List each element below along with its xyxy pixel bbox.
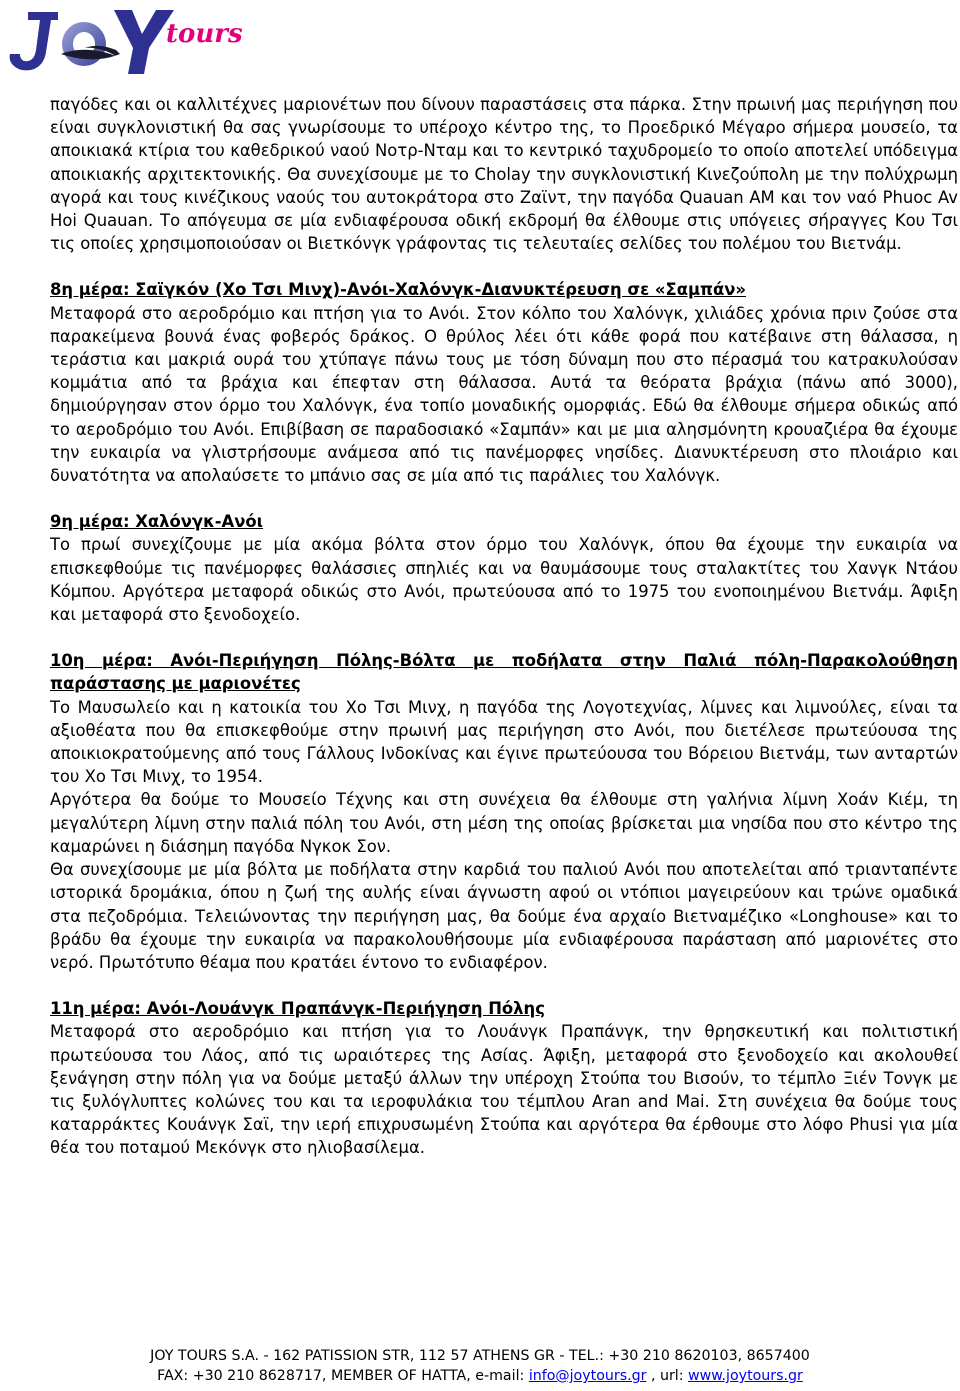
footer-address-line: JOY TOURS S.A. - 162 PATISSION STR, 112 57 ATHENS GR - TEL.: +30 210 8620103, 8657400 [150,1348,810,1364]
footer-contact-line [0,1366,960,1386]
day-10-paragraph-2: Αργότερα θα δούμε το Μουσείο Τέχνης και στη συνέχεια θα έλθουμε στη γαλήνια λίμνη Χοάν Κιέμ, τη μεγαλύτερη λίμνη στην παλιά πόλη του Ανόι, στη μέση της οποίας βρίσκεται μια νησίδα που στο κέντρο της καμαρώνει η διάσημη παγόδα Νγκοκ Σον. [50,790,958,856]
footer-fax-text: FAX: +30 210 8628717, MEMBER OF HATTA, e-mail: [157,1368,529,1384]
day-11-section [50,997,958,1159]
joytours-logo-icon [6,4,246,84]
intro-paragraph: παγόδες και οι καλλιτέχνες μαριονέτων που δίνουν παραστάσεις στα πάρκα. Στην πρωινή μας περιήγηση που είναι συγκλονιστική θα σας γνωρίσουμε το υπέροχο κέντρο της, το Προεδρικό Μέγαρο σήμερα μουσείο, τα αποικιακά κτίρια του καθεδρικού ναού Νοτρ-Νταμ και το κεντρικό ταχυδρομείο το οποίο αποτελεί υπόδειγμα αποικιακής αρχιτεκτονικής. Θα συνεχίσουμε με το Cholay την συγκλονιστική Κινεζούπολη με την πολύχρωμη αγορά και τους κινέζικους ναούς του αυτοκράτορα στο Ζαϊντ, την παγόδα Quauan AM και τον ναό Phuoc Av Hoi Quauan. Το απόγευμα σε μία ενδιαφέρουσα οδική εκδρομή θα έλθουμε στις υπόγειες σήραγγες Κου Τσι τις οποίες χρησιμοποιούσαν οι Βιετκόνγκ γράφοντας τις τελευταίες σελίδες του πολέμου του Βιετνάμ. [50,95,958,254]
svg-text:tours: tours [166,19,243,49]
day-9-paragraph: Το πρωί συνεχίζουμε με μία ακόμα βόλτα στον όρμο του Χαλόνγκ, όπου θα έχουμε την ευκαιρία να επισκεφθούμε τις πανέμορφες θαλάσσιες σπηλιές και να θαυμάσουμε τους σταλακτίτες του Χανγκ Ντάου Κόμπου. Αργότερα μεταφορά οδικώς στο Ανόι, πρωτεύουσα από το 1975 του ενοποιημένου Βιετνάμ. Άφιξη και μεταφορά στο ξενοδοχείο. [50,535,958,625]
day-10-section [50,649,958,974]
day-10-paragraph-3: Θα συνεχίσουμε με μία βόλτα με ποδήλατα στην καρδιά του παλιού Ανόι που αποτελείται από τριανταπέντε ιστορικά δρομάκια, όπου η ζωή της αυλής είναι άγνωστη αφού οι ντόπιοι μαγειρεύουν και τρώνε ομαδικά στα πεζοδρόμια. Τελειώνοντας την περιήγηση μας, θα δούμε ένα αρχαίο Βιετναμέζικο «Longhouse» και το βράδυ θα έχουμε την ευκαιρία να παρακολουθήσουμε μία ενδιαφέρουσα παράσταση από μαριονέτες στο νερό. Πρωτότυπο θέαμα που κρατάει έντονο το ενδιαφέρον. [50,860,958,972]
day-10-paragraph-1: Το Μαυσωλείο και η κατοικία του Χο Τσι Μινχ, η παγόδα της Λογοτεχνίας, λίμνες και λιμνούλες, είναι τα αξιοθέατα που θα επισκεφθούμε στην πρωινή μας περιήγηση στο Ανόι, που διετέλεσε πρωτεύουσα της αποικιοκρατούμενης από τους Γάλλους Ινδοκίνας και έγινε πρωτεύουσα του Βόρειου Βιετνάμ, των ανταρτών του Χο Τσι Μινχ, το 1954. [50,697,958,787]
day-11-paragraph: Μεταφορά στο αεροδρόμιο και πτήση για το Λουάνγκ Πραπάνγκ, την θρησκευτική και πολιτιστική πρωτεύουσα του Λάος, από τις ωραιότερες της Ασίας. Άφιξη, μεταφορά στο ξενοδοχείο και ακολουθεί ξενάγηση στην πόλη για να δούμε μεταξύ άλλων την υπέροχη Στούπα του Βισούν, το τέμπλο Ξιέν Τονγκ με τις ξυλόγλυπτες κολώνες του και τα ιεροφυλάκια του τέμπλου Aran and Mai. Στη συνέχεια θα δούμε τους καταρράκτες Κουάνγκ Σαϊ, την ιερή επιχρυσωμένη Στούπα και αργότερα θα έρθουμε στο λόφο Phusi για μία θέα του ποταμού Μεκόνγκ στο ηλιοβασίλεμα. [50,1022,958,1158]
footer-url-label: , url: [646,1368,689,1384]
day-9-heading: 9η μέρα: Χαλόνγκ-Ανόι [50,512,264,532]
footer-email-link[interactable]: info@joytours.gr [528,1368,647,1384]
day-8-section [50,278,958,487]
day-11-heading: 11η μέρα: Ανόι-Λουάνγκ Πραπάνγκ-Περιήγηση Πόλης [50,999,545,1019]
company-logo [6,4,246,84]
day-9-section [50,510,958,626]
day-8-heading: 8η μέρα: Σαϊγκόν (Χο Τσι Μινχ)-Ανόι-Χαλόνγκ-Διανυκτέρευση σε «Σαμπάν» [50,280,747,300]
footer-website-link[interactable]: www.joytours.gr [688,1368,803,1384]
document-body [50,93,958,1160]
page-footer [0,1346,960,1386]
day-10-heading: 10η μέρα: Ανόι-Περιήγηση Πόλης-Βόλτα με ποδήλατα στην Παλιά πόλη-Παρακολούθηση παράστασης με μαριονέτες [50,651,958,694]
day-8-paragraph: Μεταφορά στο αεροδρόμιο και πτήση για το Ανόι. Στον κόλπο του Χαλόνγκ, χιλιάδες χρόνια πριν ζούσε στα παρακείμενα βουνά ένας φοβερός δράκος. Ο θρύλος λέει ότι κάθε φορά που κατέβαινε στη θάλασσα, η τεράστια και μακριά ουρά του χτύπαγε πάνω τους με τόση δύναμη που στο πέρασμά του κατρακυλούσαν κομμάτια από τα βράχια και έπεφταν στη θάλασσα. Αυτά τα θεόρατα βράχια (πάνω από 3000), δημιούργησαν στον όρμο του Χαλόνγκ, ένα τοπίο μοναδικής ομορφιάς. Εδώ θα έλθουμε σήμερα οδικώς από το αεροδρόμιο του Ανόι. Επιβίβαση σε παραδοσιακό «Σαμπάν» και με μια αλησμόνητη κρουαζιέρα θα έχουμε την ευκαιρία να γλιστρήσουμε ανάμεσα από τις πανέμορφες νησίδες. Διανυκτέρευση στο πλοιάριο και δυνατότητα να απολαύσετε το μπάνιο σας σε μία από τις παράλιες του Χαλόνγκ. [50,303,958,486]
